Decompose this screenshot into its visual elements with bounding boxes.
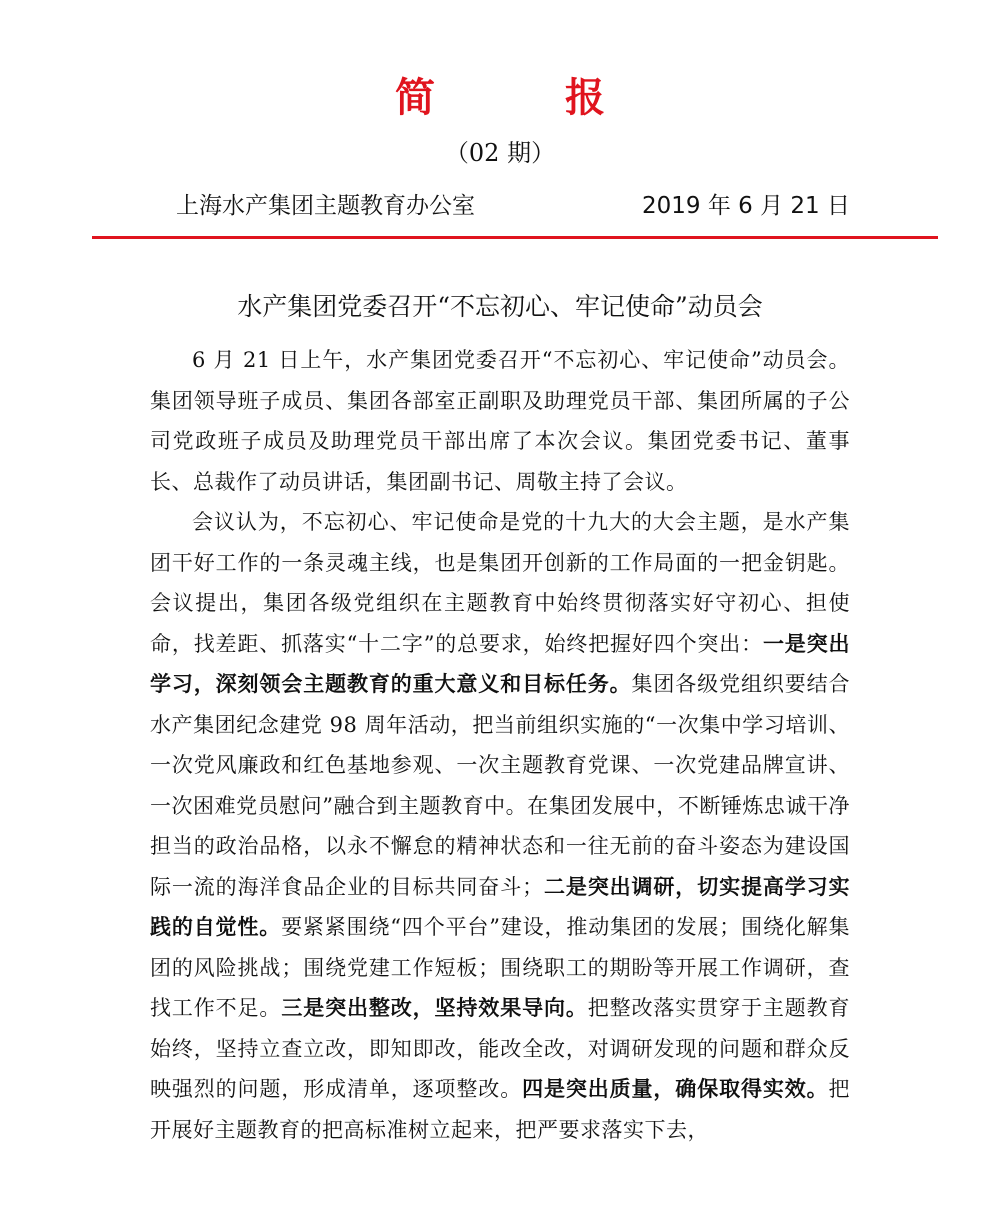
point-two-heading: 二是突出调研，切实提高学习实践的自觉性。 <box>150 874 851 939</box>
red-divider <box>92 236 938 239</box>
paragraph-2-intro: 会议认为，不忘初心、牢记使命是党的十九大的大会主题，是水产集团干好工作的一条灵魂主线，也是集团开创新的工作局面的一把金钥匙。会议提出，集团各级党组织在主题教育中始终贯彻落实好守初心、担使命，找差距、抓落实“十二字”的总要求，始终把握好四个突出： <box>150 510 850 656</box>
issue-date: 2019 年 6 月 21 日 <box>642 193 850 219</box>
bulletin-title: 简 报 <box>395 75 663 121</box>
point-three-text: 把整改落实贯穿于主题教育始终，坚持立查立改，即知即改，能改全改，对调研发现的问题和群众反映强烈的问题，形成清单，逐项整改。 <box>150 996 851 1101</box>
point-four-text: 把开展好主题教育的把高标准树立起来，把严要求落实下去， <box>150 1077 851 1142</box>
article-title: 水产集团党委召开“不忘初心、牢记使命”动员会 <box>237 292 763 321</box>
issuing-office: 上海水产集团主题教育办公室 <box>176 193 475 219</box>
point-three-heading: 三是突出整改，坚持效果导向。 <box>281 996 588 1020</box>
point-one-heading: 一是突出学习，深刻领会主题教育的重大意义和目标任务。 <box>150 631 850 696</box>
paragraph-1: 6 月 21 日上午，水产集团党委召开“不忘初心、牢记使命”动员会。集团领导班子成员、集团各部室正副职及助理党员干部、集团所属的子公司党政班子成员及助理党员干部出席了本次会议。集团党委书记、董事长、总裁作了动员讲话，集团副书记、周敬主持了会议。 <box>150 348 850 494</box>
point-one-text: 集团各级党组织要结合水产集团纪念建党 98 周年活动，把当前组织实施的“一次集中学习培训、一次党风廉政和红色基地参观、一次主题教育党课、一次党建品牌宣讲、一次困难党员慰问”融合到主题教育中。在集团发展中，不断锤炼忠诚干净担当的政治品格，以永不懈怠的精神状态和一往无前的奋斗姿态为建设国际一流的海洋食品企业的目标共同奋斗； <box>150 672 850 899</box>
meta-row <box>176 188 850 224</box>
article-body <box>150 340 850 1150</box>
issue-number: （02 期） <box>444 139 556 167</box>
point-four-heading: 四是突出质量，确保取得实效。 <box>522 1077 829 1101</box>
paragraph-2 <box>150 502 850 1150</box>
point-two-text: 要紧紧围绕“四个平台”建设，推动集团的发展；围绕化解集团的风险挑战；围绕党建工作短板；围绕职工的期盼等开展工作调研，查找工作不足。 <box>150 915 850 1020</box>
